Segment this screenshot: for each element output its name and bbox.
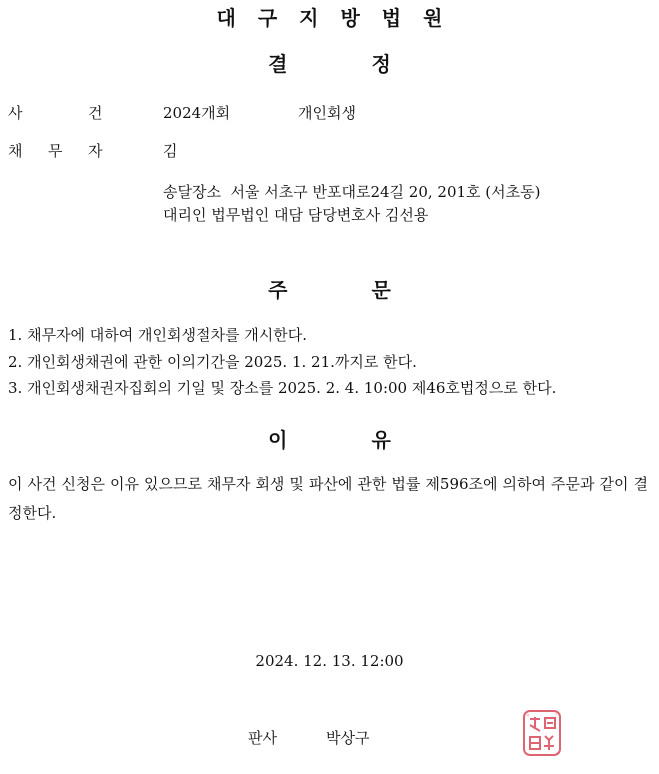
- decision-heading-right: 정: [371, 52, 391, 76]
- court-name: 대구지방법원: [216, 6, 465, 30]
- service-address: 송달장소 서울 서초구 반포대로24길 20, 201호 (서초동): [163, 183, 541, 201]
- case-number: 2024개회: [163, 104, 231, 122]
- reason-heading-right: 유: [371, 428, 391, 452]
- decision-heading: [0, 48, 659, 77]
- debtor-label-char-3: 자: [88, 142, 103, 160]
- legal-agent: 대리인 법무법인 대담 담당변호사 김선용: [163, 206, 429, 224]
- order-heading: [0, 274, 659, 303]
- decision-heading-left: 결: [268, 52, 288, 76]
- reason-text: 이 사건 신청은 이유 있으므로 채무자 회생 및 파산에 관한 법률 제596조에 의하여 주문과 같이 결정한다.: [8, 475, 648, 522]
- debtor-label-char-1: 채: [8, 142, 23, 160]
- case-label-char-1: 사: [8, 104, 23, 122]
- case-type: 개인회생: [298, 104, 356, 122]
- order-item-1: 1. 채무자에 대하여 개인회생절차를 개시한다.: [8, 326, 307, 344]
- order-item-3: 3. 개인회생채권자집회의 기일 및 장소를 2025. 2. 4. 10:00 제46호법정으로 한다.: [8, 379, 557, 397]
- case-label-char-2: 건: [88, 104, 103, 122]
- judge-name: 박상구: [326, 729, 370, 747]
- court-seal-icon: [518, 705, 566, 761]
- debtor-label-char-2: 무: [48, 142, 63, 160]
- decision-date: 2024. 12. 13. 12:00: [255, 652, 404, 670]
- judge-title: 판사: [248, 729, 277, 747]
- order-list: [8, 322, 556, 402]
- reason-heading-left: 이: [268, 428, 288, 452]
- order-heading-right: 문: [371, 278, 391, 302]
- reason-heading: [0, 424, 659, 453]
- debtor-name: 김: [163, 142, 178, 160]
- order-item-2: 2. 개인회생채권에 관한 이의기간을 2025. 1. 21.까지로 한다.: [8, 352, 417, 371]
- order-heading-left: 주: [268, 278, 288, 302]
